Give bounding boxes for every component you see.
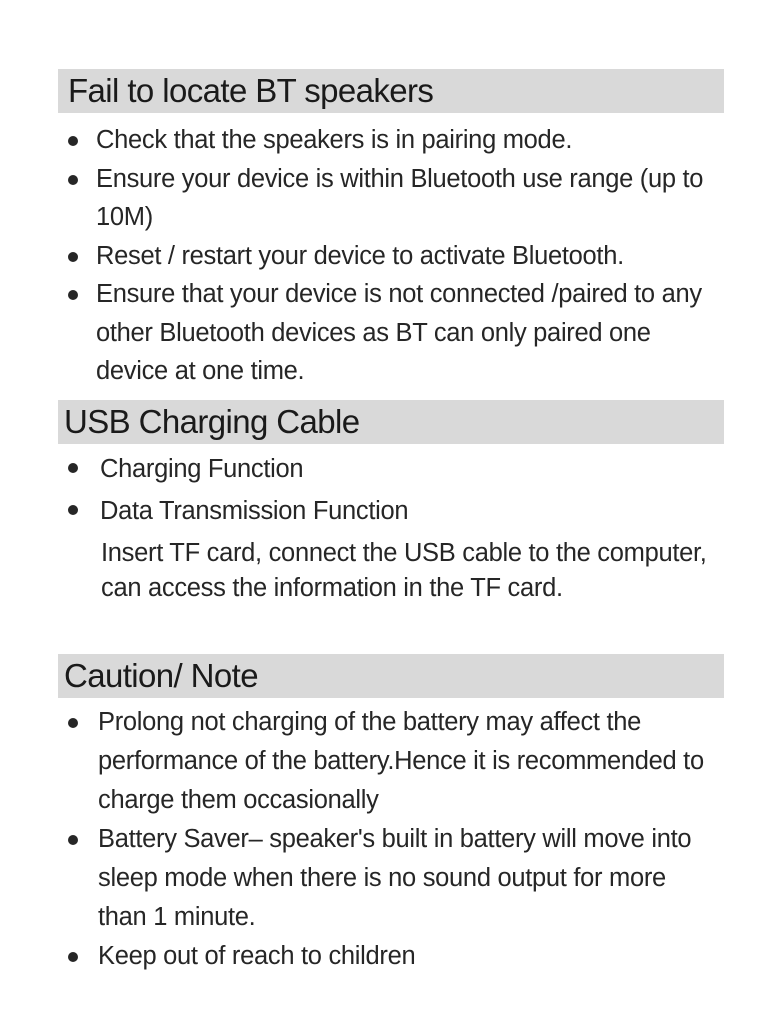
- section-heading-bar: [58, 69, 724, 113]
- list-item: Reset / restart your device to activate Bluetooth.: [0, 237, 784, 276]
- usb-description-paragraph: Insert TF card, connect the USB cable to the computer, can access the information in the TF card.: [101, 539, 707, 602]
- section-heading: Fail to locate BT speakers: [68, 72, 434, 109]
- section-heading: Caution/ Note: [64, 657, 258, 694]
- list-item: Check that the speakers is in pairing mode.: [0, 121, 784, 160]
- bullet-list: [0, 121, 784, 391]
- list-item: Ensure that your device is not connected /paired to any other Bluetooth devices as BT can only paired one device at one time.: [0, 275, 784, 391]
- list-item: Ensure your device is within Bluetooth use range (up to 10M): [0, 160, 784, 237]
- section-heading-bar: [58, 654, 724, 698]
- list-item: Battery Saver– speaker's built in battery will move into sleep mode when there is no sound output for more than 1 minute.: [0, 820, 784, 937]
- list-item: Data Transmission Function: [0, 490, 784, 532]
- list-item: Prolong not charging of the battery may affect the performance of the battery.Hence it is recommended to charge them occasionally: [0, 703, 784, 820]
- section-heading: USB Charging Cable: [64, 403, 360, 440]
- section-heading-bar: [58, 400, 724, 444]
- bullet-list: [0, 703, 784, 976]
- bullet-list: [0, 448, 784, 532]
- list-item: Charging Function: [0, 448, 784, 490]
- list-item: Keep out of reach to children: [0, 937, 784, 976]
